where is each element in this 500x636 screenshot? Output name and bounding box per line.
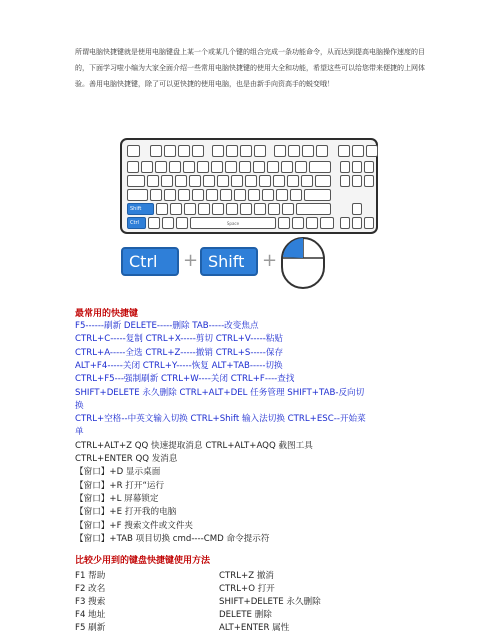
- shortcut-line: F5------刷新 DELETE-----删除 TAB-----改变焦点: [75, 321, 259, 331]
- key: [192, 145, 204, 157]
- key: [169, 161, 181, 173]
- shortcut-line: CTRL+A-----全选 CTRL+Z-----撤销 CTRL+S-----保存: [75, 347, 284, 358]
- table-cell: F2 改名: [75, 584, 106, 594]
- shortcut-line: 【窗口】+TAB 项目切换 cmd----CMD 命令提示符: [75, 533, 270, 544]
- key: [226, 203, 238, 215]
- section-title-less-common: 比较少用到的键盘快捷键使用方法: [75, 556, 211, 566]
- key: [127, 145, 140, 157]
- key: [352, 145, 364, 157]
- key: [248, 189, 260, 201]
- key: [206, 189, 218, 201]
- intro-paragraph: 所谓电脑快捷键就是使用电脑键盘上某一个或某几个键的组合完成一条功能命令，从而达到提高电脑操作速度的目的，下面学习啦小编为大家全面介绍一些常用电脑快捷键的使用大全和功能，希望这些可以给您带来便捷的上网体验。善用电脑快捷键，除了可以更快捷的使用电脑，也是由新手向资高手的蜕变哦！: [75, 48, 425, 88]
- key: [178, 145, 190, 157]
- key: [197, 161, 209, 173]
- shortcut-line: 【窗口】+D 显示桌面: [75, 467, 161, 478]
- arrow-down-key: [352, 217, 362, 229]
- key: [141, 161, 153, 173]
- key: [225, 161, 237, 173]
- table-cell: SHIFT+DELETE 永久删除: [219, 597, 321, 607]
- key: [315, 175, 331, 187]
- table-cell: F5 刷新: [75, 623, 106, 633]
- key: [340, 175, 350, 187]
- shortcut-line: ALT+F4-----关闭 CTRL+Y-----恢复 ALT+TAB-----切换: [75, 360, 283, 371]
- space-key: Space: [190, 217, 276, 229]
- plus-sign: +: [262, 250, 278, 271]
- home-key-row: [127, 189, 331, 201]
- key: [278, 217, 290, 229]
- key: [352, 161, 362, 173]
- number-key-row: [127, 161, 331, 173]
- function-key-row: [127, 145, 378, 157]
- shortcut-line: SHIFT+DELETE 永久删除 CTRL+ALT+DEL 任务管理 SHIFT+TAB-反向切: [75, 387, 365, 398]
- navigation-key-cluster: [340, 161, 374, 187]
- ctrl-key-large: Ctrl: [121, 247, 179, 276]
- key: [295, 161, 307, 173]
- keyboard-illustration: [120, 138, 378, 234]
- key: [273, 175, 285, 187]
- key: [304, 189, 331, 201]
- key: [184, 203, 196, 215]
- key: [338, 145, 350, 157]
- key: [287, 175, 299, 187]
- key: [147, 175, 159, 187]
- key: [316, 145, 328, 157]
- key: [364, 175, 374, 187]
- key: [309, 161, 331, 173]
- table-cell: CTRL+O 打开: [219, 584, 275, 594]
- key: [254, 203, 266, 215]
- key: [254, 145, 266, 157]
- key: [175, 175, 187, 187]
- key: [231, 175, 243, 187]
- key: [340, 161, 350, 173]
- arrow-right-key: [364, 217, 374, 229]
- shortcut-line: 【窗口】+L 屏幕锁定: [75, 493, 159, 504]
- shortcut-line: CTRL+空格--中英文输入切换 CTRL+Shift 输入法切换 CTRL+ESC--开始菜: [75, 414, 366, 425]
- shortcut-line: CTRL+ENTER QQ 发消息: [75, 454, 178, 464]
- key: [253, 161, 265, 173]
- key: [301, 175, 313, 187]
- plus-sign: +: [183, 250, 199, 271]
- key: [212, 203, 224, 215]
- key: [226, 145, 238, 157]
- shift-key-large: Shift: [200, 247, 258, 276]
- shift-key: Shift: [127, 203, 154, 215]
- key: [170, 203, 182, 215]
- key: [262, 189, 274, 201]
- table-cell: F1 帮助: [75, 571, 106, 581]
- key: [156, 203, 168, 215]
- key: [164, 189, 176, 201]
- key: [176, 217, 188, 229]
- key: [178, 189, 190, 201]
- table-cell: F3 搜索: [75, 597, 106, 607]
- key: [259, 175, 271, 187]
- key: [217, 175, 229, 187]
- table-cell: CTRL+Z 撤消: [219, 571, 275, 581]
- key: [245, 175, 257, 187]
- bottom-key-row: [127, 217, 334, 229]
- key: [274, 145, 286, 157]
- table-cell: F4 地址: [75, 610, 106, 620]
- qwerty-key-row: [127, 175, 331, 187]
- key: [292, 217, 304, 229]
- mouse-icon: [280, 236, 326, 290]
- key: [127, 175, 145, 187]
- key: [239, 161, 251, 173]
- table-cell: DELETE 删除: [219, 610, 272, 620]
- key: [268, 203, 280, 215]
- key: [352, 175, 362, 187]
- key: [183, 161, 195, 173]
- key: [364, 161, 374, 173]
- key: [189, 175, 201, 187]
- key: [234, 189, 246, 201]
- shortcut-line: 【窗口】+F 搜索文件或文件夹: [75, 520, 194, 531]
- shortcut-line: 换: [75, 400, 84, 411]
- ctrl-key: Ctrl: [127, 217, 146, 229]
- key: [211, 161, 223, 173]
- shortcut-line: CTRL+C-----复制 CTRL+X-----剪切 CTRL+V-----粘贴: [75, 334, 284, 345]
- shift-key-row: [127, 203, 331, 215]
- arrow-up-key: [352, 203, 362, 215]
- key: [127, 189, 148, 201]
- arrow-key-cluster: [340, 203, 374, 229]
- key: [320, 217, 334, 229]
- key: [302, 145, 314, 157]
- key: [150, 189, 162, 201]
- key: [148, 217, 160, 229]
- key: [288, 145, 300, 157]
- key: [161, 175, 173, 187]
- arrow-left-key: [340, 217, 350, 229]
- key: [164, 145, 176, 157]
- section-title-common: 最常用的快捷键: [75, 309, 139, 319]
- key: [203, 175, 215, 187]
- shortcut-line: CTRL+ALT+Z QQ 快速提取消息 CTRL+ALT+AQQ 截图工具: [75, 440, 313, 451]
- key: [198, 203, 210, 215]
- key: [281, 161, 293, 173]
- key: [290, 189, 302, 201]
- table-cell: ALT+ENTER 属性: [219, 623, 290, 633]
- key: [150, 145, 162, 157]
- shortcut-line: CTRL+F5---强制刷新 CTRL+W----关闭 CTRL+F----查找: [75, 374, 295, 385]
- key: [366, 145, 378, 157]
- key: [240, 203, 252, 215]
- key: [155, 161, 167, 173]
- key: [127, 161, 139, 173]
- key: [212, 145, 224, 157]
- key: [162, 217, 174, 229]
- key: [192, 189, 204, 201]
- key: [296, 203, 331, 215]
- shortcut-line: 【窗口】+R 打开“运行: [75, 480, 165, 491]
- shortcut-line: 【窗口】+E 打开我的电脑: [75, 507, 177, 518]
- key: [220, 189, 232, 201]
- shortcut-line: 单: [75, 427, 84, 438]
- key: [282, 203, 294, 215]
- key: [276, 189, 288, 201]
- key: [267, 161, 279, 173]
- key: [240, 145, 252, 157]
- key: [306, 217, 318, 229]
